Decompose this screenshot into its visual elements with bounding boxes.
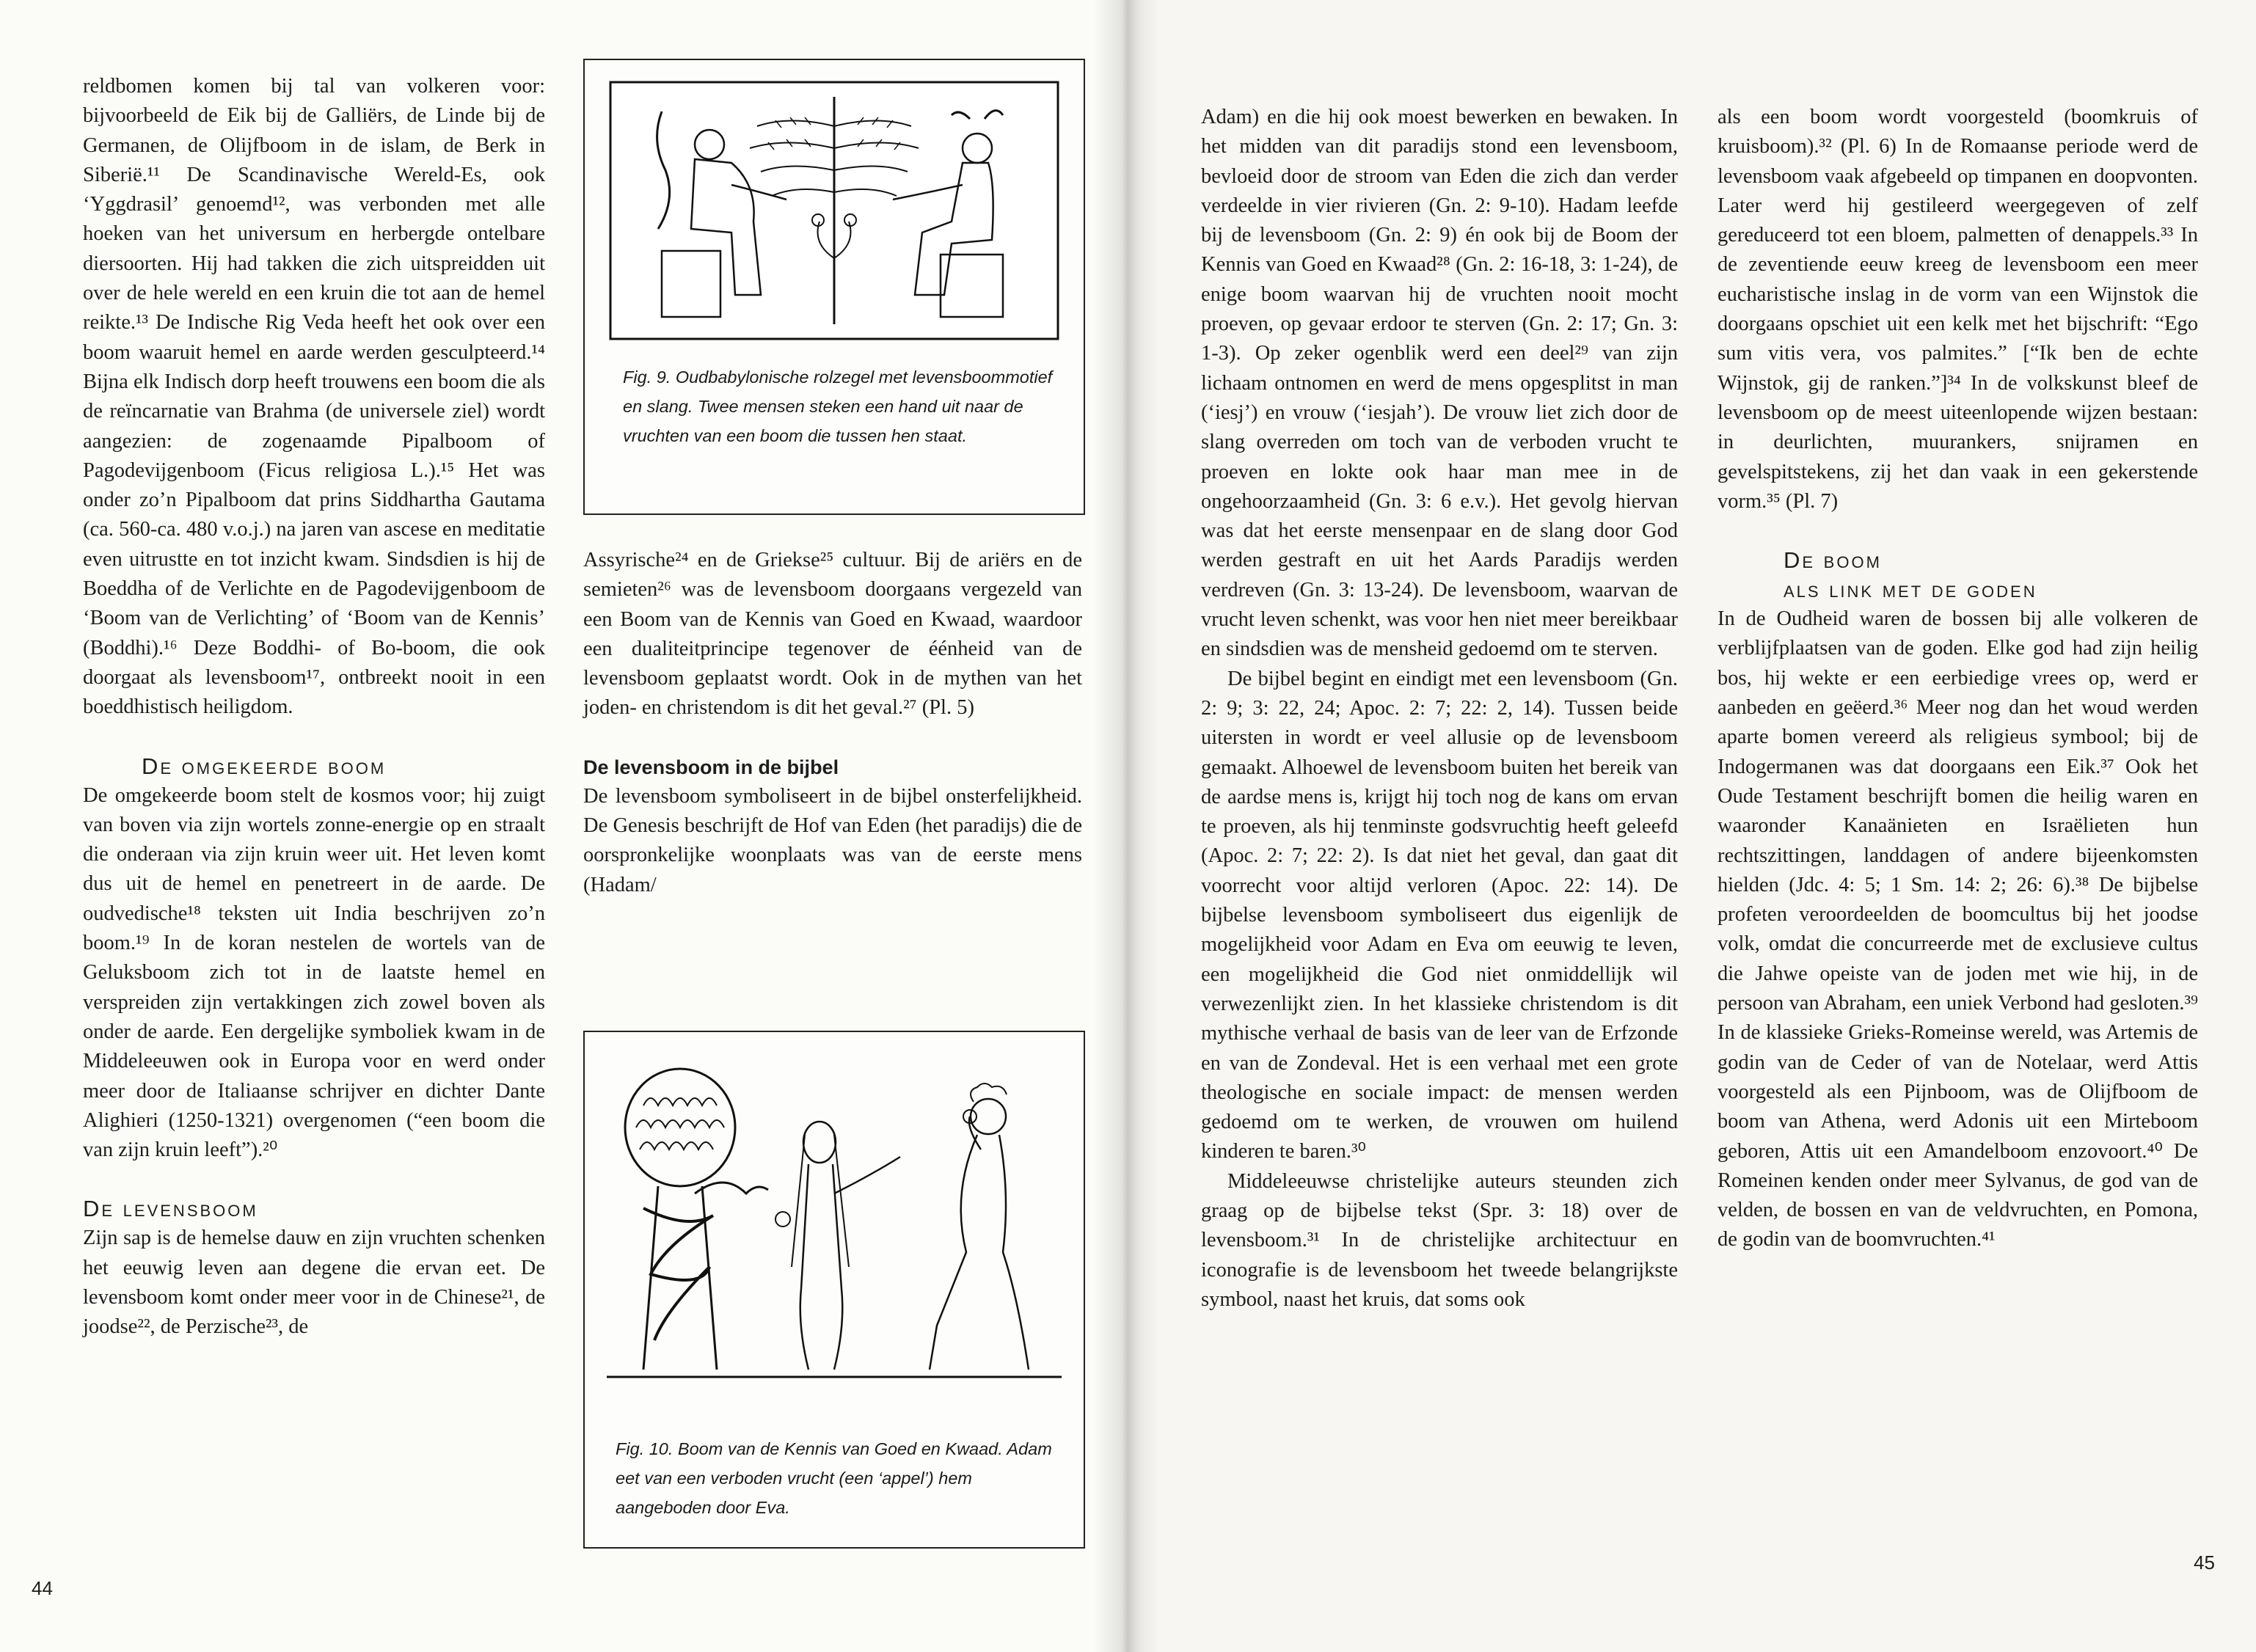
paragraph: Adam) en die hij ook moest bewerken en bewaken. In het midden van dit paradijs stond een levensboom, bevloeid door de stroom van Eden die zich dan verder verdeelde in vier rivieren (Gn. 2: 9-10). Hadam leefde bij de levensboom (Gn. 2: 9) én ook bij de Boom der Kennis van Goed en Kwaad²⁸ (Gn. 2: 16-18, 3: 1-24), de enige boom waarvan hij de vruchten nooit mocht proeven, op gevaar erdoor te sterven (Gn. 2: 17; Gn. 3: 1-3). Op zeker ogenblik werd een deel²⁹ van zijn lichaam ontnomen en werd de mens opgesplitst in man (‘iesj’) en vrouw (‘iesjah’). De vrouw liet zich door de slang overreden om toch van de verboden vrucht te proeven en lokte ook haar man mee in de ongehoorzaamheid (Gn. 3: 6 e.v.). Het gevolg hiervan was dat het eerste mensenpaar en de slang door God werden gestraft en uit het Aards Paradijs werden verdreven (Gn. 3: 13-24). De levensboom, waarvan de vrucht leven schenkt, was voor hen niet meer bereikbaar en sindsdien was de mensheid gedoemd om te sterven. [1201,106,1678,661]
paragraph: als een boom wordt voorgesteld (boomkruis of kruisboom).³² (Pl. 6) In de Romaanse periode werd de levensboom vaak afgebeeld op timpanen en doopvonten. Later werd hij gestileerd weergegeven of zelf gereduceerd tot een bloem, palmetten of denappels.³³ In de zeventiende eeuw kreeg de levensboom een meer eucharistische inslag in de vorm van een Wijnstok die doorgaans opschiet uit een kelk met het bijschrift: “Ego sum vitis vera, vos palmites.” [“Ik ben de echte Wijnstok, gij de ranken.”]³⁴ In de volkskunst bleef de levensboom op de meest uiteenlopende wijzen bestaan: in deurlichten, muurankers, snijramen en gevelspitstekens, zij het dan vaak in een gekerstende vorm.³⁵ (Pl. 7) [1717,106,2198,513]
subsection-heading: De levensboom in de bijbel [583,756,839,778]
paragraph: In de Oudheid waren de bossen bij alle volkeren de verblijfplaatsen van de goden. Elke god had zijn heilig bos, hij wekte er een eerbiedige vrees op, werd er aanbeden en geëerd.³⁶ Meer nog dan het woud werden aparte bomen vereerd als religieus symbool; bij de Indogermanen was dat doorgaans een Eik.³⁷ Ook het Oude Testament beschrijft bomen die heilig waren en waaronder Kanaänieten en Israëlieten hun rechtszittingen, landdagen of andere bijeenkomsten hielden (Jdc. 4: 5; 1 Sm. 14: 2; 26: 6).³⁸ De bijbelse profeten veroordeelden de boomcultus bij het joodse volk, omdat die concurreerde met de exclusieve cultus die Jahwe opeiste van de joden met wie hij, in de persoon van Abraham, een uniek Verbond had gesloten.³⁹ In de klassieke Grieks-Romeinse wereld, was Artemis de godin van de Ceder of van de Notelaar, werd Attis voorgesteld als een Pijnboom, was de Olijfboom de boom van Athena, werd Adonis uit een Mirteboom geboren, Attis uit een Amandelboom enzovoort.⁴⁰ De Romeinen kenden onder meer Sylvanus, de god van de velden, de bossen en van de veldvruchten, en Pomona, de godin van de boomvruchten.⁴¹ [1717,607,2198,1251]
book-gutter [1093,0,1159,1652]
page-number-right: 45 [2194,1552,2215,1574]
paragraph: Zijn sap is de hemelse dauw en zijn vruchten schenken het eeuwig leven aan degene die ervan eet. De levensboom komt onder meer voor in de Chinese²¹, de joodse²², de Perzische²³, de [83,1227,545,1339]
paragraph: De omgekeerde boom stelt de kosmos voor; hij zuigt van boven via zijn wortels zonne-energie op en straalt die onderaan via zijn kruin weer uit. Het leven komt dus uit de hemel en penetreert in de aarde. De oudvedische¹⁸ teksten uit India beschrijven zo’n boom.¹⁹ In de koran nestelen de wortels van de Geluksboom zich tot in de laatste hemel en verspreiden zijn vertakkingen zich zowel boven als onder de aarde. Een dergelijke symboliek kwam in de Middeleeuwen ook in Europa voor en werd onder meer door de Italiaanse schrijver en dichter Dante Alighieri (1250-1321) overgenomen (“een boom die van zijn kruin leeft”).²⁰ [83,783,545,1162]
right-page-column-1 [1201,103,1678,1315]
figure-10-caption: Fig. 10. Boom van de Kennis van Goed en Kwaad. Adam eet van een verboden vrucht (een ‘appel’) hem aangeboden door Eva. [616,1439,1052,1517]
left-page-column-1 [83,72,545,1342]
left-page-column-2-upper [583,546,1082,900]
paragraph: De bijbel begint en eindigt met een levensboom (Gn. 2: 9; 3: 22, 24; Apoc. 2: 7; 22: 2, 14). Tussen beide uitersten in wordt er veel allusie op de levensboom gemaakt. Alhoewel de levensboom buiten het bereik van de aardse mens is, krijgt hij toch nog de kans om ervan te proeven, als hij tenminste godsvruchtig heeft geleefd (Apoc. 2: 7; 22: 2). Is dat niet het geval, dan gaat dit voorrecht voor altijd verloren (Apoc. 22: 14). De bijbelse levensboom symboliseert dus eigenlijk de mogelijkheid voor Adam en Eva om eeuwig te leven, een mogelijkheid die God niet onmiddellijk wil verwezenlijkt zien. In het klassieke christendom is dit mythische verhaal de basis van de leer van de Erfzonde en van de Zondeval. Het is een verhaal met een grote theologische en sociale impact: de mensen werden gedoemd om te werken, de vrouwen om huilend kinderen te baren.³⁰ [1201,667,1678,1163]
paragraph: De levensboom symboliseert in de bijbel onsterfelijkheid. De Genesis beschrijft de Hof van Eden (het paradijs) die de oorspronkelijke woonplaats was van de eerste mens (Hadam/ [583,784,1082,896]
adam-eve-illustration [599,1047,1069,1399]
figure-9 [583,59,1085,515]
cylinder-seal-illustration [607,75,1062,346]
section-heading: De levensboom [83,1196,258,1222]
page-number-left: 44 [32,1577,53,1599]
figure-9-caption: Fig. 9. Oudbabylonische rolzegel met levensboommotief en slang. Twee mensen steken een hand uit naar de vruchten van een boom die tussen hen staat. [623,368,1053,445]
section-heading: De omgekeerde boom [142,753,387,779]
paragraph: Middeleeuwse christelijke auteurs steunden zich graag op de bijbelse tekst (Spr. 3: 18) over de levensboom.³¹ In de christelijke architectuur en iconografie is de levensboom het tweede belangrijkste symbool, naast het kruis, dat soms ook [1201,1169,1678,1311]
section-heading: De boom [1784,547,1882,574]
right-page-column-2 [1717,103,2198,1255]
figure-10 [583,1031,1085,1549]
section-heading-line-2: als link met de goden [1784,577,2037,603]
paragraph: reldbomen komen bij tal van volkeren voor: bijvoorbeeld de Eik bij de Galliërs, de Linde bij de Germanen, de Olijfboom in de islam, de Berk in Siberië.¹¹ De Scandinavische Wereld-Es, ook ‘Yggdrasil’ genoemd¹², was verbonden met alle hoeken van het universum en herbergde ontelbare diersoorten. Hij had takken die zich uitspreidden uit over de hele wereld en een kruin die tot aan de hemel reikte.¹³ De Indische Rig Veda heeft het ook over een boom waaruit hemel en aarde werden gesculpteerd.¹⁴ Bijna elk Indisch dorp heeft trouwens een boom die als de reïncarnatie van Brahma (de universele ziel) wordt aangezien: de zogenaamde Pipalboom of Pagodevijgenboom (Ficus religiosa L.).¹⁵ Het was onder zo’n Pipalboom dat prins Siddhartha Gautama (ca. 560-ca. 480 v.o.j.) na jaren van ascese en meditatie even uitrustte en tot inzicht kwam. Sindsdien is hij de Boeddha of de Verlichte en de Pagodevijgenboom de ‘Boom van de Verlichting’ of ‘Boom van de Kennis’ (Boddhi).¹⁶ Deze Boddhi- of Bo-boom, die ook doorgaat als levensboom¹⁷, ontbreekt nooit in een boeddhistisch heiligdom. [83,75,545,719]
paragraph: Assyrische²⁴ en de Griekse²⁵ cultuur. Bij de ariërs en de semieten²⁶ was de levensboom doorgaans vergezeld van een Boom van de Kennis van Goed en Kwaad, waardoor een dualiteitprincipe tegenover de éénheid van de levensboom geplaatst wordt. Ook in de mythen van het joden- en christendom is dit het geval.²⁷ (Pl. 5) [583,549,1082,720]
